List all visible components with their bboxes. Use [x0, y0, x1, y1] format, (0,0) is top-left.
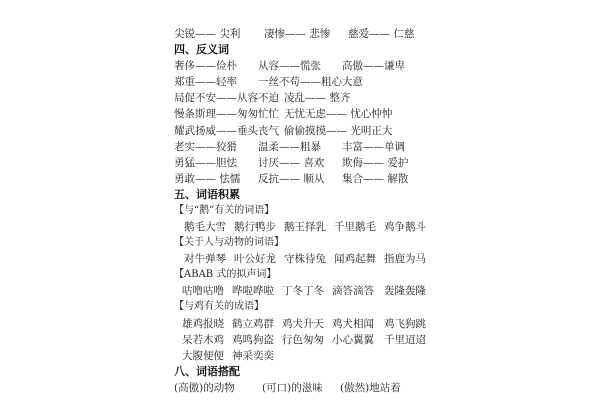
onomatopoeia: 咕噜咕噜: [182, 285, 224, 298]
word-pair: 凄惨—— 悲惨: [264, 28, 331, 40]
antonym-pair: 一丝不苟——粗心大意: [258, 76, 363, 89]
idiom: 指鹿为马: [384, 253, 426, 266]
antonym-pair: 高傲——谦卑: [342, 60, 405, 73]
idiom: 大腹便便: [182, 349, 224, 362]
idiom: 鸡争鹅斗: [384, 221, 426, 234]
section-heading-antonyms: 四、反义词: [174, 43, 229, 57]
idiom: 神采奕奕: [232, 349, 274, 362]
antonym-pair: 欺侮—— 爱护: [342, 156, 409, 169]
idiom: 雄鸡报晓: [182, 317, 224, 330]
idiom: 千里鹅毛: [334, 221, 376, 234]
antonym-pair: 偷偷摸摸—— 光明正大: [284, 124, 393, 137]
idiom: 鹅行鸭步: [234, 221, 276, 234]
idiom: 呆若木鸡: [182, 333, 224, 346]
antonym-pair: 凌乱—— 整齐: [284, 92, 351, 105]
word-pair: 慈爱—— 仁慈: [348, 28, 415, 40]
antonym-pair: 丰富——单调: [342, 140, 405, 153]
antonym-pair: 郑重——轻率: [174, 76, 237, 89]
antonym-pair: 耀武扬威——垂头丧气: [174, 124, 279, 137]
antonym-pair: 勇猛——胆怯: [174, 156, 237, 169]
onomatopoeia: 哗啦哗啦: [232, 285, 274, 298]
idiom: 千里迢迢: [384, 333, 426, 346]
idiom: 鸡犬相闻: [332, 317, 374, 330]
antonym-pair: 集合—— 解散: [342, 172, 409, 185]
idiom: 鹤立鸡群: [232, 317, 274, 330]
idiom: 鸡飞狗跳: [384, 317, 426, 330]
idiom: 对牛弹琴: [184, 253, 226, 266]
antonym-pair: 温柔——粗暴: [258, 140, 321, 153]
group-label: 【关于人与动物的词语】: [174, 237, 284, 249]
antonym-pair: 无忧无虑—— 忧心忡忡: [284, 108, 393, 121]
idiom: 鸡鸣狗盗: [232, 333, 274, 346]
idiom: 叶公好龙: [234, 253, 276, 266]
antonym-pair: 老实——狡猾: [174, 140, 237, 153]
antonym-pair: 从容——慌张: [258, 60, 321, 73]
idiom: 鹅王择乳: [284, 221, 326, 234]
onomatopoeia: 滴答滴答: [332, 285, 374, 298]
section-heading-vocabulary: 五、词语积累: [174, 187, 240, 201]
idiom: 闻鸡起舞: [334, 253, 376, 266]
idiom: 鹅毛大雪: [184, 221, 226, 234]
section-heading-collocation: 八、词语搭配: [174, 364, 240, 378]
antonym-pair: 反抗—— 顺从: [258, 172, 325, 185]
onomatopoeia: 丁冬丁冬: [282, 285, 324, 298]
collocation: (高傲)的动物: [174, 381, 235, 394]
antonym-pair: 讨厌—— 喜欢: [258, 156, 325, 169]
group-label: 【与鸡有关的成语】: [174, 301, 264, 313]
word-pair: 尖锐—— 尖利: [174, 28, 241, 40]
idiom: 行色匆匆: [282, 333, 324, 346]
collocation: (傲然)地站着: [340, 381, 401, 394]
onomatopoeia: 轰隆轰隆: [384, 285, 426, 298]
antonym-pair: 奢侈——俭朴: [174, 60, 237, 73]
group-label: 【ABAB 式的拟声词】: [174, 269, 277, 281]
idiom: 守株待兔: [284, 253, 326, 266]
idiom: 鸡犬升天: [282, 317, 324, 330]
antonym-pair: 局促不安——从容不迫: [174, 92, 279, 105]
idiom: 小心翼翼: [332, 333, 374, 346]
collocation: (可口)的滋味: [262, 381, 323, 394]
antonym-pair: 慢条斯理——匆匆忙忙: [174, 108, 279, 121]
antonym-pair: 勇敢—— 怯懦: [174, 172, 241, 185]
group-label: 【与“鹅”有关的词语】: [174, 204, 275, 216]
